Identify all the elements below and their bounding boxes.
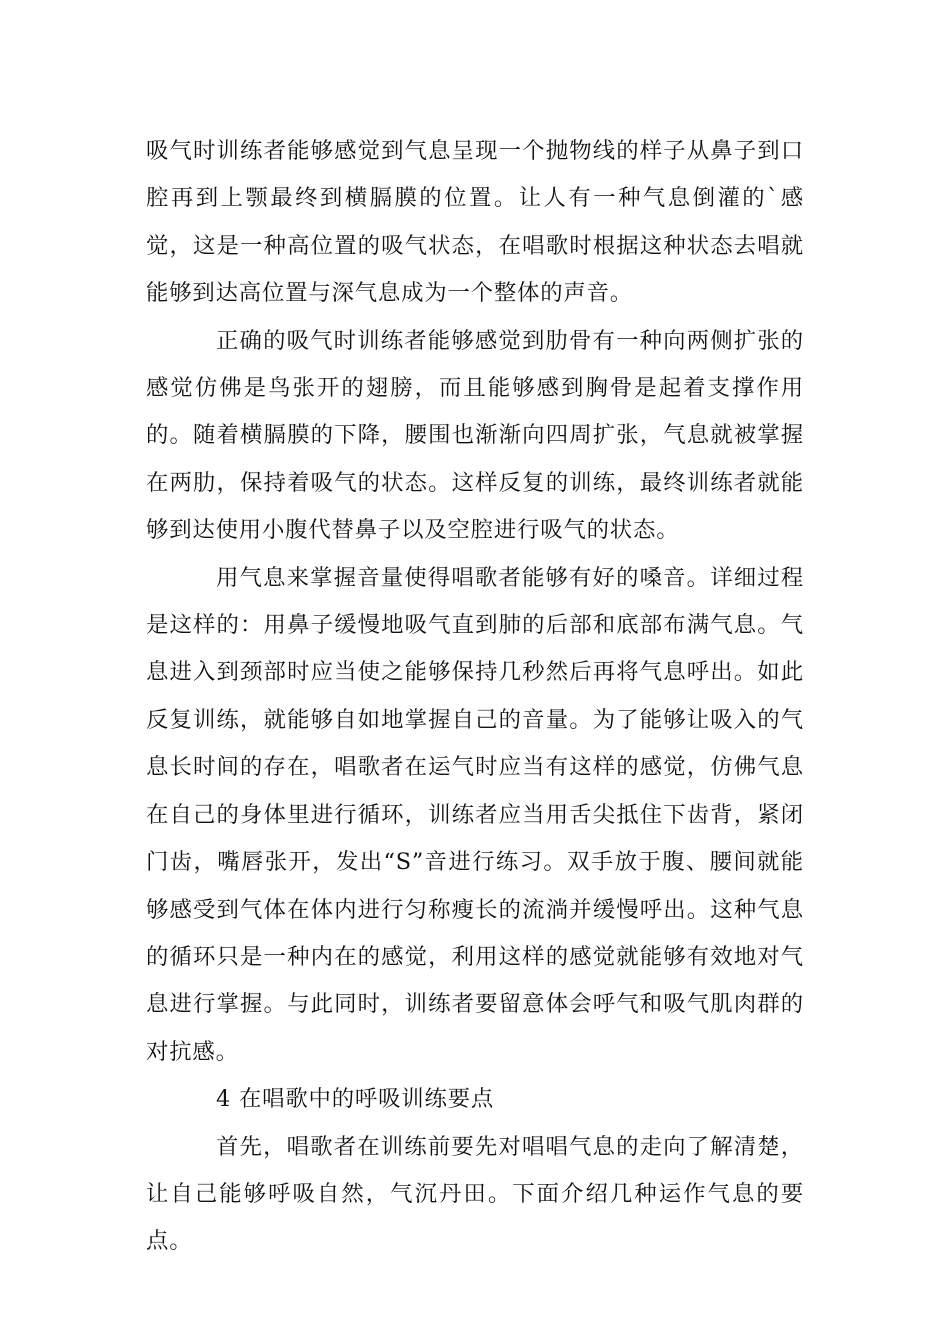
- paragraph-1: 吸气时训练者能够感觉到气息呈现一个抛物线的样子从鼻子到口腔再到上颚最终到横膈膜的位置。让人有一种气息倒灌的`感觉，这是一种高位置的吸气状态，在唱歌时根据这种状态去唱就能够到达高位置与深气息成为一个整体的声音。: [146, 138, 804, 307]
- paragraph-2: 正确的吸气时训练者能够感觉到肋骨有一种向两侧扩张的感觉仿佛是鸟张开的翅膀，而且能够感到胸骨是起着支撑作用的。随着横膈膜的下降，腰围也渐渐向四周扩张，气息就被掌握在两肋，保持着吸气的状态。这样反复的训练，最终训练者就能够到达使用小腹代替鼻子以及空腔进行吸气的状态。: [146, 327, 804, 544]
- section-heading: 4 在唱歌中的呼吸训练要点: [216, 1086, 495, 1113]
- paragraph-3: 用气息来掌握音量使得唱歌者能够有好的嗓音。详细过程是这样的：用鼻子缓慢地吸气直到肺的后部和底部布满气息。气息进入到颈部时应当使之能够保持几秒然后再将气息呼出。如此反复训练，就能够自如地掌握自己的音量。为了能够让吸入的气息长时间的存在，唱歌者在运气时应当有这样的感觉，仿佛气息在自己的身体里进行循环，训练者应当用舌尖抵住下齿背，紧闭门齿，嘴唇张开，发出“S”音进行练习。双手放于腹、腰间就能够感受到气体在体内进行匀称瘦长的流淌并缓慢呼出。这种气息的循环只是一种内在的感觉，利用这样的感觉就能够有效地对气息进行掌握。与此同时，训练者要留意体会呼气和吸气肌肉群的对抗感。: [146, 564, 804, 1065]
- paragraph-4: 首先，唱歌者在训练前要先对唱唱气息的走向了解清楚，让自己能够呼吸自然，气沉丹田。下面介绍几种运作气息的要点。: [146, 1133, 804, 1255]
- document-body: [146, 128, 804, 1266]
